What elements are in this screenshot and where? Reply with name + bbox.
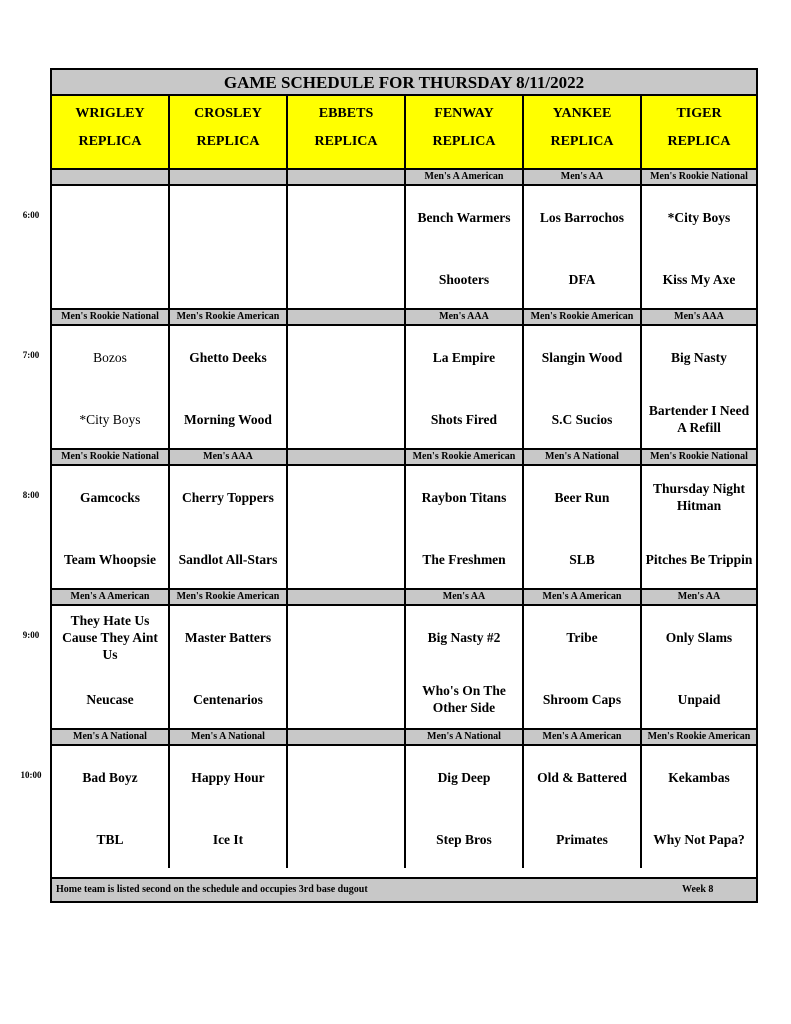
schedule-title: GAME SCHEDULE FOR THURSDAY 8/11/2022 (52, 70, 756, 96)
home-team: Shots Fired (430, 411, 498, 427)
time-label: 6:00 (22, 210, 40, 220)
division-label: Men's AA (642, 588, 756, 604)
away-team (172, 190, 284, 244)
away-team: Big Nasty (671, 349, 727, 365)
game-cell (642, 184, 756, 308)
field-name: TIGER (676, 106, 722, 121)
division-label: Men's Rookie American (170, 308, 288, 324)
game-cell (642, 324, 756, 448)
division-label (288, 448, 406, 464)
game-cell (524, 324, 642, 448)
away-team (290, 470, 402, 524)
away-team: Ghetto Deeks (189, 349, 267, 365)
time-label: 8:00 (22, 490, 40, 500)
away-team: Beer Run (554, 489, 610, 505)
division-label: Men's Rookie American (170, 588, 288, 604)
time-label: 7:00 (22, 350, 40, 360)
home-team: Pitches Be Trippin (645, 551, 753, 567)
home-team: TBL (96, 831, 124, 847)
field-name: YANKEE (552, 106, 612, 121)
away-team: Old & Battered (537, 769, 627, 785)
home-team: Shroom Caps (542, 691, 622, 707)
away-team: Dig Deep (437, 769, 491, 785)
time-label: 9:00 (22, 630, 40, 640)
field-header-fenway (406, 96, 524, 168)
game-cell (52, 184, 170, 308)
game-cell (170, 744, 288, 868)
home-team: Kiss My Axe (662, 271, 736, 287)
away-team: Only Slams (665, 629, 733, 645)
game-cell (170, 604, 288, 728)
field-header-ebbets (288, 96, 406, 168)
home-team: DFA (568, 271, 596, 287)
home-team: Bartender I Need A Refill (648, 403, 750, 435)
home-team: Morning Wood (184, 411, 272, 427)
away-team: Tribe (566, 629, 598, 645)
game-cell (524, 604, 642, 728)
game-cell (288, 184, 406, 308)
field-header-tiger (642, 96, 756, 168)
home-team: Who's On The Other Side (422, 683, 506, 715)
home-team (290, 252, 402, 306)
game-cell (642, 744, 756, 868)
home-team: Sandlot All-Stars (178, 551, 278, 567)
game-cell (524, 744, 642, 868)
home-team: *City Boys (79, 411, 141, 427)
away-team: Big Nasty #2 (427, 629, 501, 645)
away-team: Bad Boyz (82, 769, 138, 785)
game-cell (52, 744, 170, 868)
game-cell (52, 604, 170, 728)
field-name: CROSLEY (194, 106, 262, 121)
field-subtitle: REPLICA (196, 134, 260, 149)
division-label: Men's Rookie National (642, 168, 756, 184)
game-cell (406, 604, 524, 728)
away-team (290, 610, 402, 664)
division-label (170, 168, 288, 184)
field-header-yankee (524, 96, 642, 168)
away-team (54, 190, 166, 244)
home-team: Unpaid (677, 691, 721, 707)
division-label: Men's Rookie American (642, 728, 756, 744)
footer-bar (52, 877, 756, 901)
home-team (290, 812, 402, 866)
field-header-crosley (170, 96, 288, 168)
away-team (290, 750, 402, 804)
home-team: Why Not Papa? (653, 831, 745, 847)
away-team: Happy Hour (191, 769, 265, 785)
division-label (288, 588, 406, 604)
home-team (290, 532, 402, 586)
division-label: Men's A American (406, 168, 524, 184)
away-team: Bench Warmers (417, 209, 511, 225)
division-label: Men's AAA (642, 308, 756, 324)
away-team: Thursday Night Hitman (653, 481, 745, 513)
footer-note: Home team is listed second on the schedule and occupies 3rd base dugout (56, 884, 368, 895)
home-team: Ice It (212, 831, 244, 847)
field-subtitle: REPLICA (78, 134, 142, 149)
away-team: Raybon Titans (421, 489, 507, 505)
division-label (288, 728, 406, 744)
division-label (288, 168, 406, 184)
game-cell (170, 324, 288, 448)
game-cell (524, 464, 642, 588)
division-label: Men's AAA (170, 448, 288, 464)
game-cell (288, 604, 406, 728)
home-team (290, 392, 402, 446)
division-label: Men's A American (524, 728, 642, 744)
division-label (288, 308, 406, 324)
division-label: Men's Rookie National (52, 448, 170, 464)
home-team: Neucase (86, 691, 134, 707)
away-team: Slangin Wood (541, 349, 623, 365)
division-label: Men's A National (170, 728, 288, 744)
away-team (290, 190, 402, 244)
home-team: The Freshmen (422, 551, 506, 567)
game-cell (288, 324, 406, 448)
away-team: Master Batters (184, 629, 272, 645)
division-label: Men's Rookie National (52, 308, 170, 324)
division-label (52, 168, 170, 184)
game-cell (52, 324, 170, 448)
home-team (54, 252, 166, 306)
home-team: Step Bros (436, 831, 492, 847)
division-label: Men's Rookie American (524, 308, 642, 324)
division-label: Men's AA (406, 588, 524, 604)
game-cell (170, 184, 288, 308)
field-header-wrigley (52, 96, 170, 168)
field-subtitle: REPLICA (432, 134, 496, 149)
field-name: FENWAY (434, 106, 494, 121)
home-team: Team Whoopsie (64, 551, 156, 567)
home-team (290, 672, 402, 726)
home-team: SLB (569, 551, 595, 567)
field-subtitle: REPLICA (667, 134, 731, 149)
game-cell (642, 464, 756, 588)
division-label: Men's A National (524, 448, 642, 464)
week-label: Week 8 (682, 884, 714, 895)
division-label: Men's Rookie National (642, 448, 756, 464)
game-cell (524, 184, 642, 308)
time-label: 10:00 (20, 770, 42, 780)
home-team (172, 252, 284, 306)
game-cell (406, 184, 524, 308)
division-label: Men's A National (406, 728, 524, 744)
field-name: EBBETS (318, 106, 374, 121)
game-cell (288, 464, 406, 588)
division-label: Men's A National (52, 728, 170, 744)
away-team: Los Barrochos (539, 209, 625, 225)
division-label: Men's Rookie American (406, 448, 524, 464)
division-label: Men's AAA (406, 308, 524, 324)
away-team: They Hate Us Cause They Aint Us (62, 612, 158, 662)
field-subtitle: REPLICA (314, 134, 378, 149)
away-team: Gamcocks (80, 489, 140, 505)
game-cell (170, 464, 288, 588)
home-team: Shooters (438, 271, 490, 287)
home-team: Primates (556, 831, 608, 847)
home-team: Centenarios (193, 691, 263, 707)
field-name: WRIGLEY (75, 106, 145, 121)
away-team: Kekambas (668, 769, 730, 785)
field-subtitle: REPLICA (550, 134, 614, 149)
division-label: Men's A American (52, 588, 170, 604)
home-team: S.C Sucios (551, 411, 613, 427)
game-cell (642, 604, 756, 728)
game-cell (52, 464, 170, 588)
away-team: Cherry Toppers (182, 489, 274, 505)
away-team: La Empire (432, 349, 496, 365)
game-cell (406, 744, 524, 868)
division-label: Men's AA (524, 168, 642, 184)
game-cell (406, 324, 524, 448)
schedule-table (50, 68, 758, 903)
game-cell (406, 464, 524, 588)
division-label: Men's A American (524, 588, 642, 604)
away-team: Bozos (93, 349, 127, 365)
away-team (290, 330, 402, 384)
game-cell (288, 744, 406, 868)
away-team: *City Boys (667, 209, 731, 225)
